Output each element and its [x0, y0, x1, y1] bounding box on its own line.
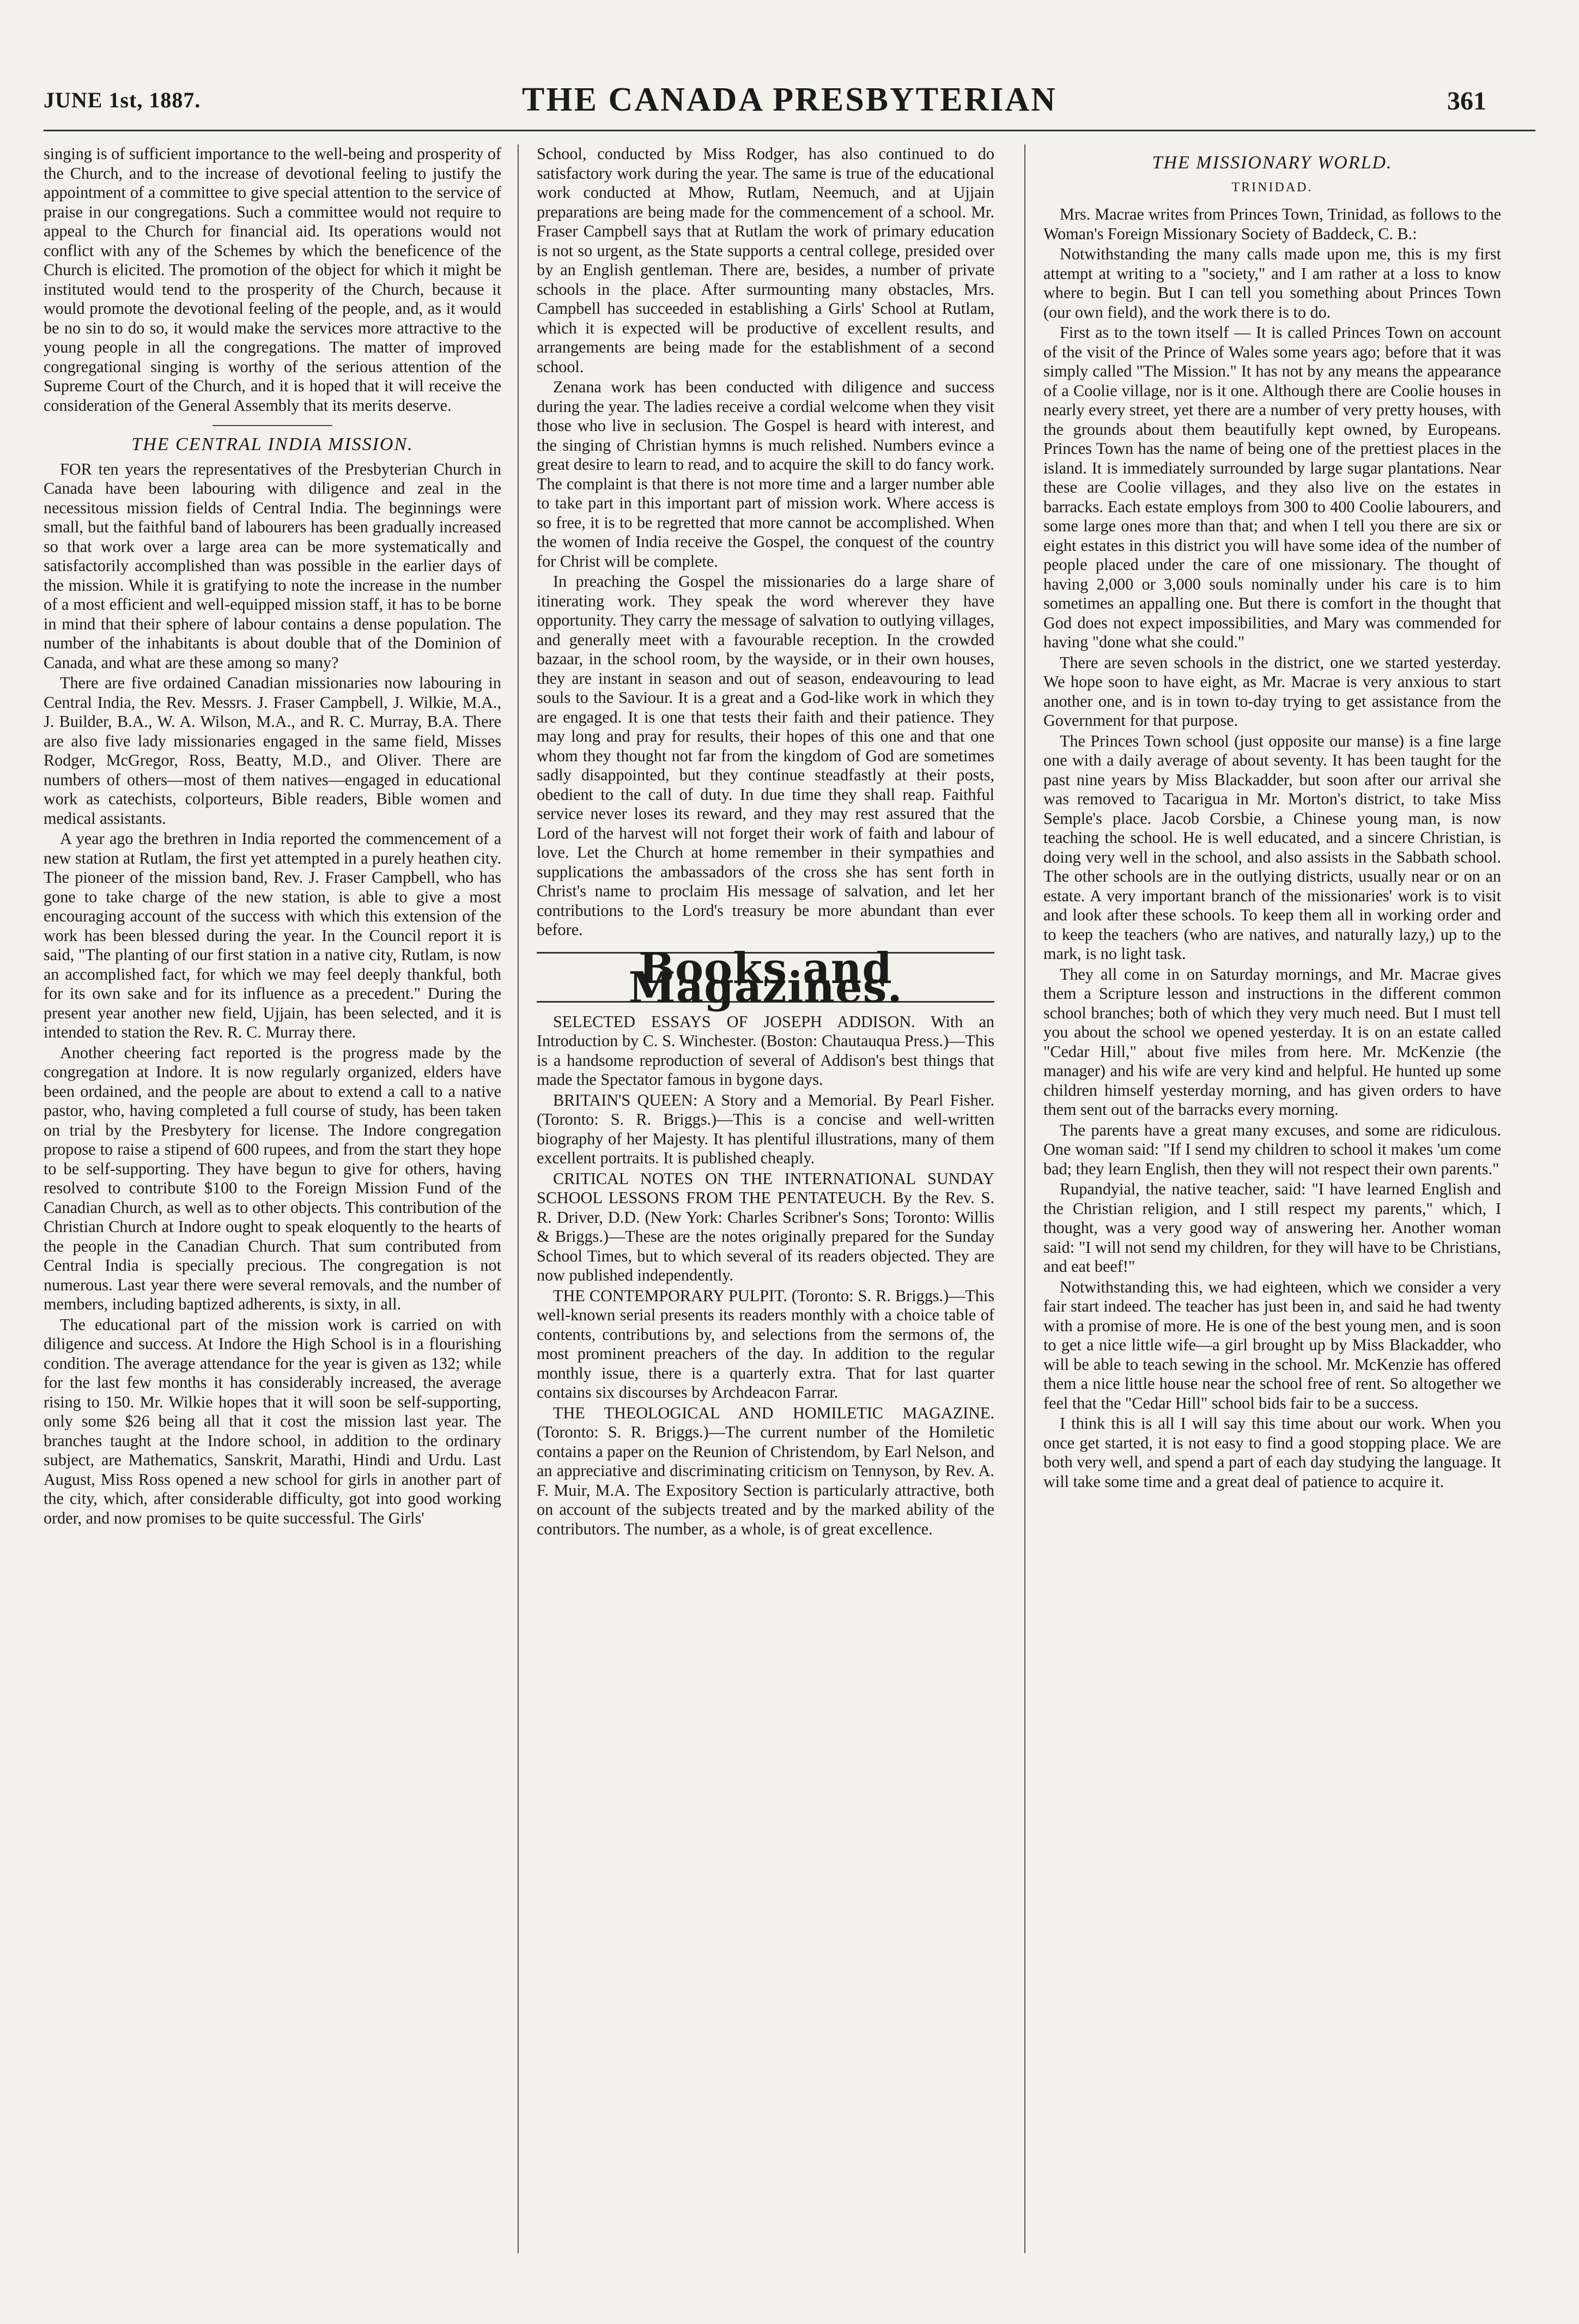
books-magazines-title: Books and Magazines. [628, 943, 903, 1012]
article-paragraph: Zenana work has been conducted with diligence and success during the year. The ladies receive a cordial welcome when they visit those who live in seclusion. The Gospel is heard with interest, and the singing of Christian hymns is much relished. Numbers evince a great desire to learn to read, and to acquire the skill to do fancy work. The complaint is that there is not more time and a larger number able to take part in this important part of mission work. Where access is so free, it is to be regretted that more cannot be accomplished. When the women of India receive the Gospel, the conquest of the country for Christ will be complete. [537, 378, 994, 571]
page-number: 361 [1447, 87, 1486, 116]
article-paragraph: Another cheering fact reported is the progress made by the congregation at Indore. It is now regularly organized, elders have been ordained, and the people are about to extend a call to a native pastor, who, having completed a full course of study, has been taken on trial by the Presbytery for license. The Indore congregation propose to raise a stipend of 600 rupees, and from the start they hope to be self-supporting. They have begun to give for others, having resolved to contribute $100 to the Foreign Mission Fund of the Canadian Church, as well as to other objects. This contribution of the Christian Church at Indore ought to speak eloquently to the hearts of the people in the Canadian Church. That sum contributed from Central India is specially precious. The congregation is not numerous. Last year there were several removals, and the number of members, including baptized adherents, is sixty, in all. [44, 1043, 501, 1313]
section-rule [212, 425, 332, 426]
column-3 [1043, 144, 1501, 1492]
article-paragraph: I think this is all I will say this time about our work. When you once get started, it is not easy to find a good stopping place. We are both very well, and spend a part of each day studying the language. It will take some time and a great deal of patience to acquire it. [1043, 1414, 1501, 1491]
article-paragraph: Notwithstanding this, we had eighteen, which we consider a very fair start indeed. The teacher has just been in, and said he had twenty with a promise of more. He is one of the best young men, and is soon to get a nice little wife—a girl brought up by Miss Blackadder, who will be able to teach sewing in the school. Mr. McKenzie has offered them a nice little house near the school free of rent. So altogether we feel that the "Cedar Hill" school bids fair to be a success. [1043, 1277, 1501, 1412]
article-paragraph: In preaching the Gospel the missionaries do a large share of itinerating work. They speak the word wherever they have opportunity. They carry the message of salvation to outlying villages, and generally meet with a favourable reception. In the crowded bazaar, in the school room, by the wayside, or in their own houses, they are instant in season and out of season, endeavouring to lead souls to the Saviour. It is a great and a God-like work in which they are engaged. It is one that tests their faith and their patience. They may long and pray for results, their hopes of this one and that one whom they thought not far from the kingdom of God are sometimes sadly disappointed, but they continue steadfastly at their posts, obedient to the call of duty. In due time they shall reap. Faithful service never loses its reward, and they may rest assured that the Lord of the harvest will not forget their work of faith and labour of love. Let the Church at home remember in their sympathies and supplications the ambassadors of the cross she has sent forth in Christ's name to proclaim His message of salvation, and let her contributions to the Lord's treasury be more abundant than ever before. [537, 572, 994, 939]
book-review: BRITAIN'S QUEEN: A Story and a Memorial. By Pearl Fisher. (Toronto: S. R. Briggs.)—This is a concise and well-written biography of her Majesty. It has plentiful illustrations, many of them excellent portraits. It is published cheaply. [537, 1090, 994, 1167]
header-rule [44, 130, 1535, 131]
article-paragraph: Mrs. Macrae writes from Princes Town, Trinidad, as follows to the Woman's Foreign Missionary Society of Baddeck, C. B.: [1043, 205, 1501, 243]
article-paragraph: Rupandyial, the native teacher, said: "I have learned English and the Christian religion, and I still respect my parents," which, I thought, was a very good way of answering her. Another woman said: "I will not send my children, for they will have to be Christians, and eat beef!" [1043, 1180, 1501, 1276]
book-review: THE CONTEMPORARY PULPIT. (Toronto: S. R. Briggs.)—This well-known serial presents its readers monthly with a choice table of contents, contributions by, and selections from the sermons of, the most prominent preachers of the day. In addition to the regular monthly issue, there is a quarterly extra. That for last quarter contains six discourses by Archdeacon Farrar. [537, 1286, 994, 1401]
article-paragraph: There are seven schools in the district, one we started yesterday. We hope soon to have eight, as Mr. Macrae is very anxious to start another one, and is in town to-day trying to get assistance from the Government for that purpose. [1043, 653, 1501, 730]
article-paragraph: FOR ten years the representatives of the Presbyterian Church in Canada have been labouring with diligence and zeal in the necessitous mission fields of Central India. The beginnings were small, but the faithful band of labourers has been gradually increased so that work over a large area can be more systematically and satisfactorily accomplished than was possible in the earlier days of the mission. While it is gratifying to note the increase in the number of a most efficient and well-equipped mission staff, it has to be borne in mind that their sphere of labour contains a dense population. The number of the inhabitants is about double that of the Dominion of Canada, and what are these among so many? [44, 459, 501, 672]
column-2 [537, 144, 994, 1540]
section-subheading: TRINIDAD. [1231, 180, 1313, 195]
page-header [0, 0, 1579, 131]
article-paragraph: Notwithstanding the many calls made upon me, this is my first attempt at writing to a "society," and I am rather at a loss to know where to begin. But I can tell you something about Princes Town (our own field), and the work there is to do. [1043, 245, 1501, 321]
article-paragraph: A year ago the brethren in India reported the commencement of a new station at Rutlam, the first yet attempted in a purely heathen city. The pioneer of the mission band, Rev. J. Fraser Campbell, who has gone to take charge of the new station, is able to give a most encouraging account of the success with which this extension of the work has been blessed during the year. In the Council report it is said, "The planting of our first station in a native city, Rutlam, is now an accomplished fact, for which we may feel deeply thankful, both for its own sake and for its influence as a precedent." During the present year another new field, Ujjain, has been selected, and it is intended to station the Rev. R. C. Murray there. [44, 829, 501, 1041]
article-paragraph: singing is of sufficient importance to the well-being and prosperity of the Church, and to the increase of devotional feeling to justify the appointment of a committee to give special attention to the service of praise in our congregations. Such a committee would not require to appeal to the Church for financial aid. Its operations would not conflict with any of the Schemes by which the beneficence of the Church is elicited. The promotion of the object for which it might be instituted would tend to the prosperity of the Church, because it would promote the devotional feeling of the people, and, as it would be no sin to do so, it would make the services more attractive to the young people in all the congregations. The matter of improved congregational singing is worthy of the serious attention of the Supreme Court of the Church, and it is hoped that it will receive the consideration of the General Assembly that its merits deserve. [44, 144, 501, 415]
book-review: THE THEOLOGICAL AND HOMILETIC MAGAZINE. (Toronto: S. R. Briggs.)—The current number of the Homiletic contains a paper on the Reunion of Christendom, by Earl Nelson, and an appreciative and discriminating criticism on Tennyson, by Rev. A. F. Muir, M.A. The Expository Section is particularly attractive, both on account of the subjects treated and by the marked ability of the contributors. The number, as a whole, is of great excellence. [537, 1403, 994, 1538]
issue-date: JUNE 1st, 1887. [44, 88, 201, 112]
article-paragraph: First as to the town itself — It is called Princes Town on account of the visit of the Prince of Wales some years ago; before that it was simply called "The Mission." It has not by any means the appearance of a Coolie village, nor is it one. Although there are Coolie houses in nearly every street, yet there are a number of very pretty houses, with the grounds about them beautifully kept owned, by Europeans. Princes Town has the name of being one of the prettiest places in the island. It is immediately surrounded by large sugar plantations. Near these are Coolie villages, and they also live on the estates in barracks. Each estate employs from 300 to 400 Coolie labourers, and some large ones more than that; and when I tell you there are six or eight estates in this district you will have some idea of the number of people placed under the care of one missionary. The thought of having 2,000 or 3,000 souls nominally under his care is to him sometimes an appalling one. But there is comfort in the thought that God does not expect impossibilities, and Mary was commended for having "done what she could." [1043, 323, 1501, 651]
section-heading: THE MISSIONARY WORLD. [1152, 153, 1393, 173]
article-paragraph: School, conducted by Miss Rodger, has also continued to do satisfactory work during the year. The same is true of the educational work conducted at Mhow, Rutlam, Neemuch, and at Ujjain preparations are being made for the commencement of a school. Mr. Fraser Campbell says that at Rutlam the work of primary education is not so urgent, as the State supports a central college, presided over by an English gentleman. There are, besides, a number of private schools in the place. After surmounting many obstacles, Mrs. Campbell has succeeded in establishing a Girls' School at Rutlam, which it is expected will be productive of excellent results, and arrangements are being made for the establishment of a second school. [537, 144, 994, 376]
column-1 [44, 144, 501, 1529]
article-paragraph: They all come in on Saturday mornings, and Mr. Macrae gives them a Scripture lesson and instructions in the different common school branches; both of which they very much need. But I must tell you about the school we opened yesterday. It is on an estate called "Cedar Hill," about five miles from here. Mr. McKenzie (the manager) and his wife are very kind and helpful. He hunted up some children himself yesterday morning, and has given orders to have them sent out of the barracks every morning. [1043, 964, 1501, 1119]
column-divider [1024, 144, 1025, 2253]
book-review: CRITICAL NOTES ON THE INTERNATIONAL SUNDAY SCHOOL LESSONS FROM THE PENTATEUCH. By the Rev. S. R. Driver, D.D. (New York: Charles Scribner's Sons; Toronto: Willis & Briggs.)—These are the notes originally prepared for the Sunday School Times, but to which several of its readers objected. They are now published independently. [537, 1169, 994, 1284]
article-paragraph: The educational part of the mission work is carried on with diligence and success. At Indore the High School is in a flourishing condition. The average attendance for the year is given as 132; while for the last few months it has considerably increased, the average rising to 150. Mr. Wilkie hopes that it will soon be self-supporting, only some $26 being all that it cost the mission last year. The branches taught at the Indore school, in addition to the ordinary subject, are Mathematics, Sanskrit, Marathi, Hindi and Urdu. Last August, Miss Ross opened a new school for girls in another part of the city, which, after considerable difficulty, got into good working order, and now promises to be quite successful. The Girls' [44, 1315, 501, 1527]
book-review: SELECTED ESSAYS OF JOSEPH ADDISON. With an Introduction by C. S. Winchester. (Boston: Chautauqua Press.)—This is a handsome reproduction of several of Addison's best things that made the Spectator famous in bygone days. [537, 1012, 994, 1089]
books-magazines-banner [537, 943, 994, 1012]
column-divider [518, 144, 519, 2253]
article-paragraph: The parents have a great many excuses, and some are ridiculous. One woman said: "If I send my children to school it makes 'um come bad; they learn English, then they will not respect their own parents." [1043, 1120, 1501, 1178]
article-paragraph: The Princes Town school (just opposite our manse) is a fine large one with a daily average of about seventy. It has been taught for the past nine years by Miss Blackadder, but soon after our arrival she was removed to Tacarigua in Mr. Morton's district, to take Miss Semple's place. Jacob Corsbie, a Chinese young man, is now teaching the school. He is well educated, and a sincere Christian, is doing very well in the school, and also assists in the Sabbath school. The other schools are in the outlying districts, usually near or on an estate. A very important branch of the missionaries' work is to visit and look after these schools. To keep them all in working order and to keep the teachers (who are natives, and naturally lazy,) up to the mark, is no light task. [1043, 731, 1501, 963]
masthead-title: THE CANADA PRESBYTERIAN [522, 81, 1057, 118]
section-heading: THE CENTRAL INDIA MISSION. [131, 434, 414, 454]
article-paragraph: There are five ordained Canadian missionaries now labouring in Central India, the Rev. Messrs. J. Fraser Campbell, J. Wilkie, M.A., J. Builder, B.A., W. A. Wilson, M.A., and R. C. Murray, B.A. There are also five lady missionaries engaged in the same field, Misses Rodger, McGregor, Ross, Beatty, M.D., and Oliver. There are numbers of others—most of them natives—engaged in educational work as catechists, colporteurs, Bible readers, Bible women and medical assistants. [44, 673, 501, 828]
